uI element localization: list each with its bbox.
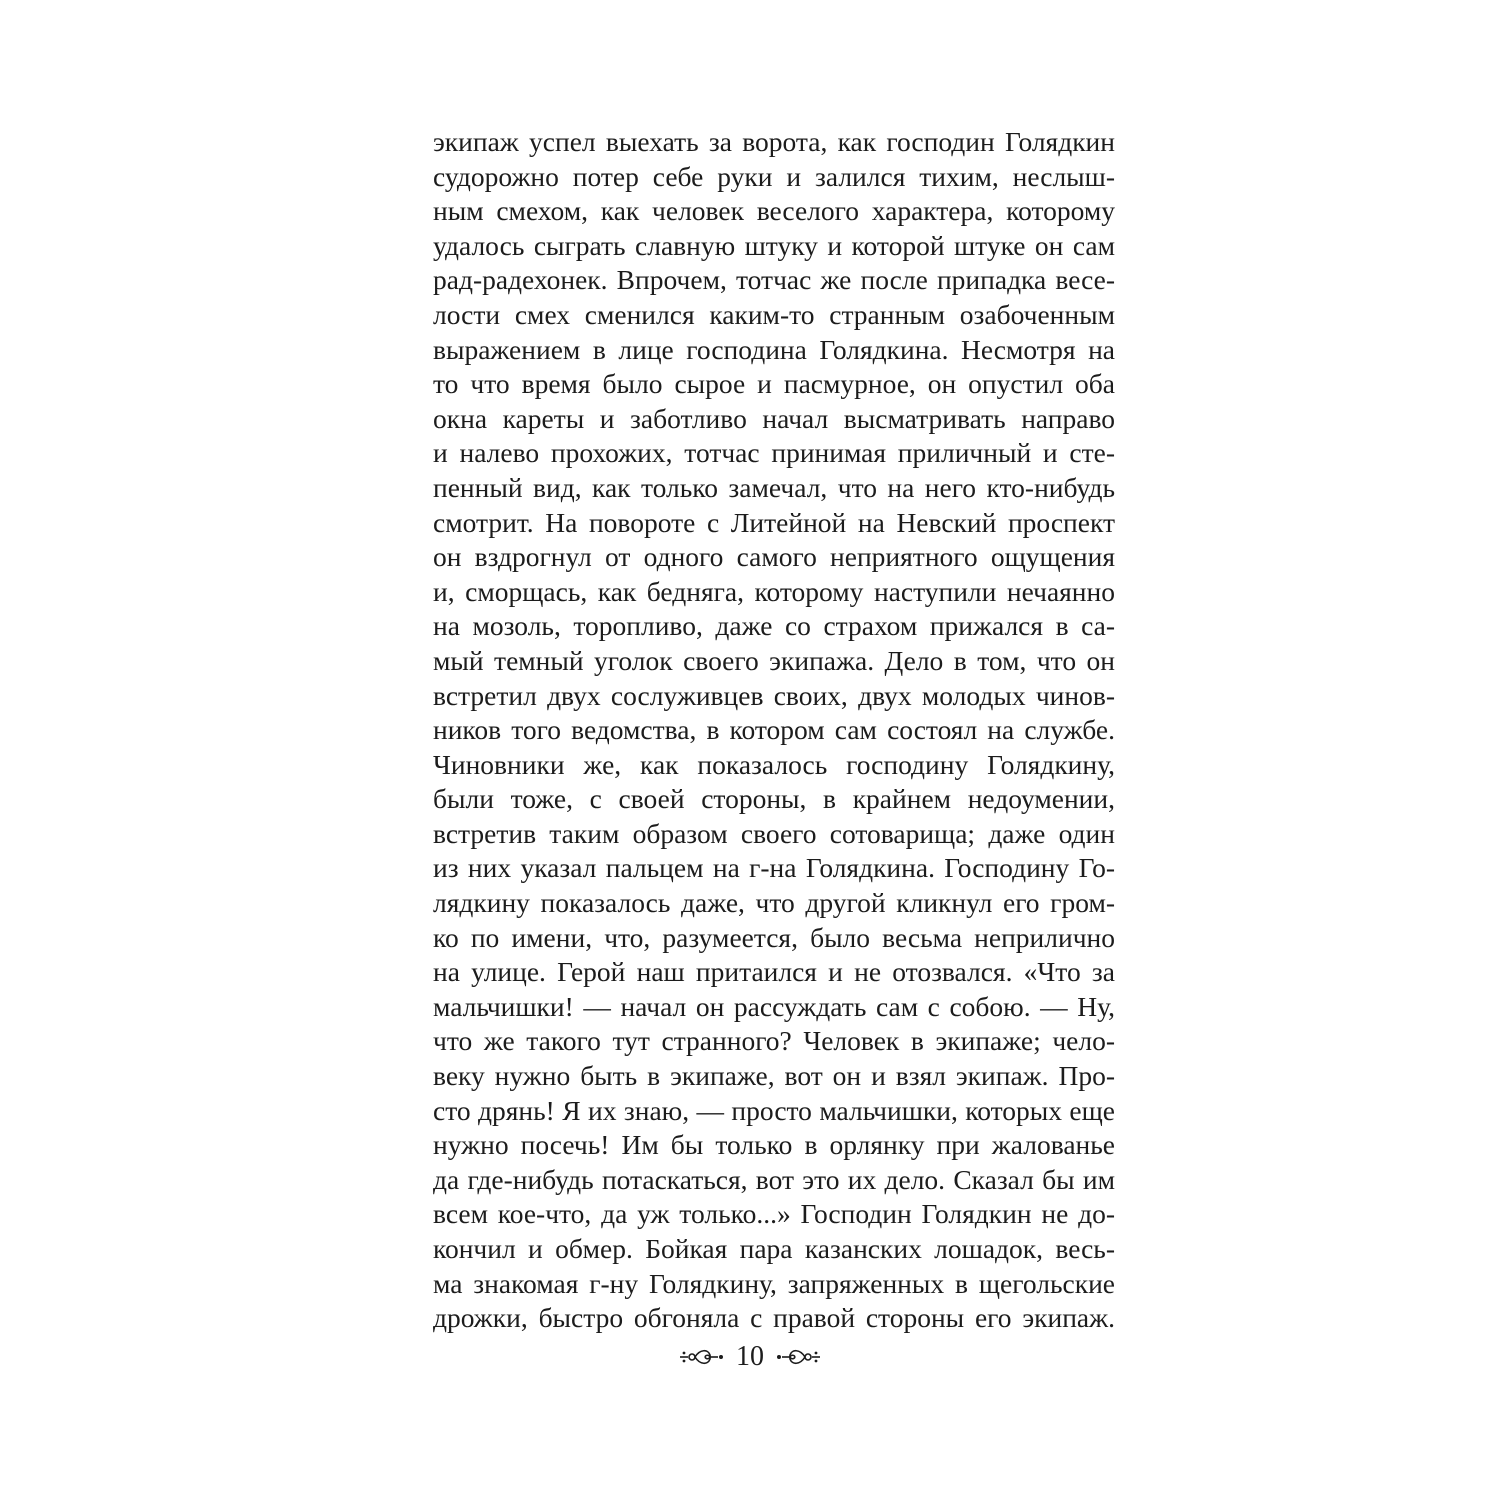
- text-line: ным смехом, как человек веселого характера, которому: [433, 195, 1115, 227]
- right-ornament-icon: [776, 1346, 822, 1368]
- text-line: лости смех сменился каким-то странным озабоченным: [433, 298, 1115, 330]
- text-line: ко по имени, что, разумеется, было весьма неприлично: [433, 921, 1115, 953]
- text-line: мый темный уголок своего экипажа. Дело в том, что он: [433, 644, 1115, 676]
- text-line: на мозоль, торопливо, даже со страхом прижался в са-: [433, 610, 1115, 642]
- text-line: сто дрянь! Я их знаю, — просто мальчишки, которых еще: [433, 1094, 1115, 1126]
- text-line: лядкину показалось даже, что другой кликнул его гром-: [433, 887, 1115, 919]
- text-line: пенный вид, как только замечал, что на него кто-нибудь: [433, 471, 1115, 503]
- text-line: ма знакомая г-ну Голядкину, запряженных в щегольские: [433, 1267, 1115, 1299]
- text-line: ников того ведомства, в котором сам состоял на службе.: [433, 714, 1115, 746]
- text-line: он вздрогнул от одного самого неприятного ощущения: [433, 541, 1115, 573]
- text-line: и налево прохожих, тотчас принимая приличный и сте-: [433, 437, 1115, 469]
- page-footer: [0, 1340, 1500, 1374]
- text-line: и, сморщась, как бедняга, которому наступили нечаянно: [433, 575, 1115, 607]
- text-line: кончил и обмер. Бойкая пара казанских лошадок, весь-: [433, 1233, 1115, 1264]
- page-number: 10: [736, 1341, 764, 1372]
- text-line: Чиновники же, как показалось господину Голядкину,: [433, 748, 1115, 780]
- text-line: на улице. Герой наш притаился и не отозвался. «Что за: [433, 956, 1115, 988]
- text-line: встретил двух сослуживцев своих, двух молодых чинов-: [433, 679, 1115, 711]
- text-line: из них указал пальцем на г-на Голядкина. Господину Го-: [433, 852, 1115, 884]
- text-line: встретив таким образом своего сотоварища; даже один: [433, 817, 1115, 849]
- text-line: всем кое-что, да уж только...» Господин Голядкин не до-: [433, 1198, 1115, 1230]
- text-line: да где-нибудь потаскаться, вот это их дело. Сказал бы им: [433, 1163, 1115, 1195]
- text-line: мальчишки! — начал он рассуждать сам с собою. — Ну,: [433, 990, 1115, 1022]
- text-line: дрожки, быстро обгоняла с правой стороны его экипаж.: [433, 1302, 1115, 1334]
- text-line: смотрит. На повороте с Литейной на Невский проспект: [433, 506, 1115, 538]
- text-line: то что время было сырое и пасмурное, он опустил оба: [433, 368, 1115, 400]
- text-line: окна кареты и заботливо начал высматривать направо: [433, 402, 1115, 434]
- text-line: веку нужно быть в экипаже, вот он и взял экипаж. Про-: [433, 1060, 1115, 1092]
- text-line: удалось сыграть славную штуку и которой штуке он сам: [433, 229, 1115, 261]
- text-line: выражением в лице господина Голядкина. Несмотря на: [433, 333, 1115, 365]
- left-ornament-icon: [678, 1346, 724, 1368]
- text-line: рад-радехонек. Впрочем, тотчас же после припадка весе-: [433, 264, 1115, 296]
- text-line: судорожно потер себе руки и залился тихим, неслыш-: [433, 160, 1115, 192]
- text-line: экипаж успел выехать за ворота, как господин Голядкин: [433, 126, 1115, 157]
- text-line: нужно посечь! Им бы только в орлянку при жалованье: [433, 1129, 1115, 1161]
- text-line: были тоже, с своей стороны, в крайнем недоумении,: [433, 783, 1115, 815]
- text-line: что же такого тут странного? Человек в экипаже; чело-: [433, 1025, 1115, 1057]
- body-text: [433, 125, 1115, 1336]
